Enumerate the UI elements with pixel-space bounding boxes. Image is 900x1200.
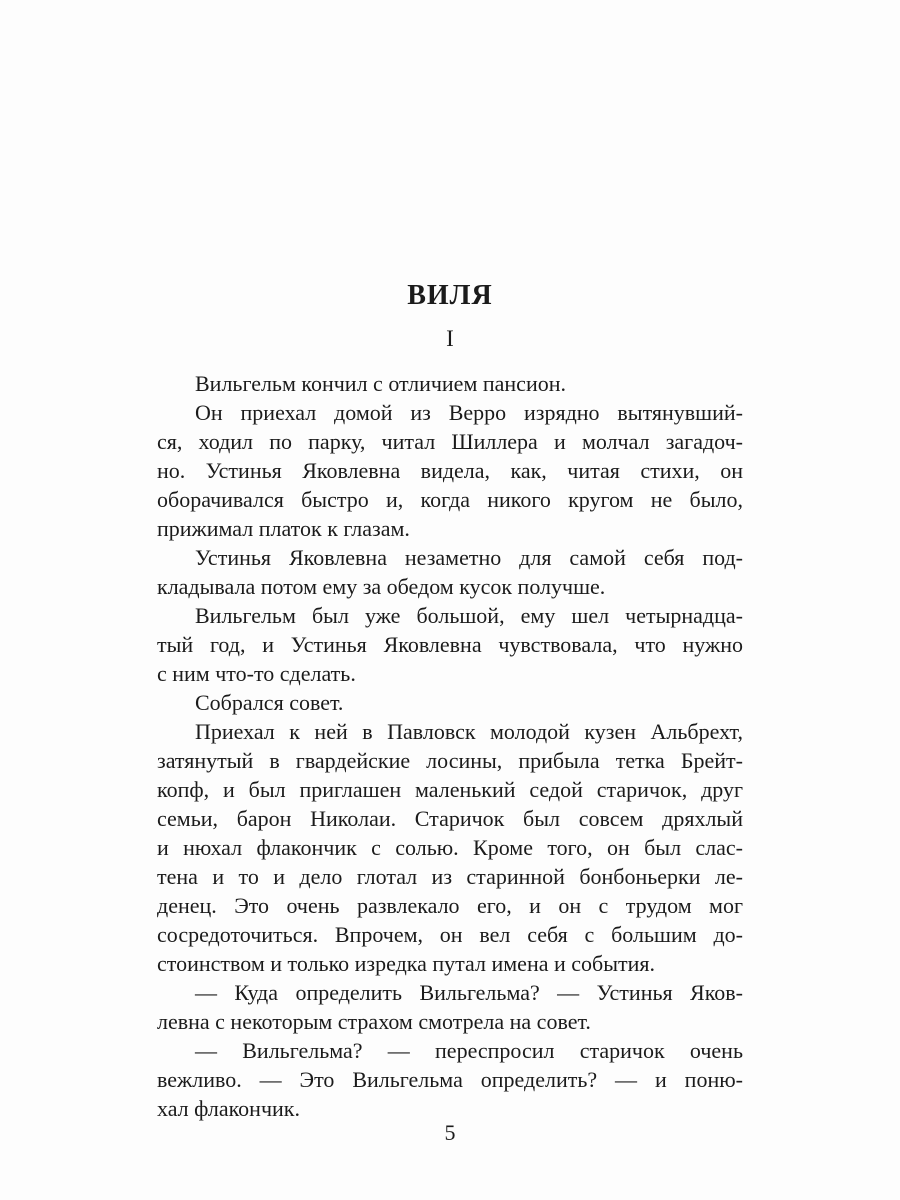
text-line: сосредоточиться. Впрочем, он вел себя с большим до- [157, 922, 743, 947]
text-line: кладывала потом ему за обедом кусок получше. [157, 574, 606, 599]
text-line: тый год, и Устинья Яковлевна чувствовала, что нужно [157, 632, 743, 657]
text-line: тена и то и дело глотал из старинной бонбоньерки ле- [157, 864, 743, 889]
text-line: и нюхал флакончик с солью. Кроме того, он был слас- [157, 835, 743, 860]
text-line: копф, и был приглашен маленький седой старичок, друг [157, 777, 743, 802]
paragraph [157, 978, 743, 1036]
text-line: левна с некоторым страхом смотрела на совет. [157, 1009, 591, 1034]
section-number: I [446, 326, 454, 351]
text-line: оборачивался быстро и, когда никого кругом не было, [157, 487, 743, 512]
text-line: с ним что-то сделать. [157, 661, 356, 686]
text-line: Собрался совет. [195, 690, 344, 715]
chapter-title: ВИЛЯ [407, 280, 493, 311]
text-line: Приехал к ней в Павловск молодой кузен Альбрехт, [195, 719, 743, 744]
text-line: — Куда определить Вильгельма? — Устинья Яков- [195, 980, 743, 1005]
text-line: вежливо. — Это Вильгельма определить? — и поню- [157, 1067, 743, 1092]
text-line: затянутый в гвардейские лосины, прибыла тетка Брейт- [157, 748, 743, 773]
text-line: Вильгельм был уже большой, ему шел четырнадца- [195, 603, 743, 628]
text-line: Он приехал домой из Верро изрядно вытянувший- [195, 400, 743, 425]
text-line: ся, ходил по парку, читал Шиллера и молчал загадоч- [157, 429, 743, 454]
text-line: Устинья Яковлевна незаметно для самой себя под- [195, 545, 743, 570]
text-line: — Вильгельма? — переспросил старичок очень [195, 1038, 743, 1063]
body-text [157, 369, 743, 1123]
text-line: но. Устинья Яковлевна видела, как, читая стихи, он [157, 458, 743, 483]
paragraph [157, 543, 743, 601]
paragraph [157, 601, 743, 688]
text-line: хал флакончик. [157, 1096, 300, 1121]
text-line: Вильгельм кончил с отличием пансион. [195, 371, 566, 396]
paragraph [157, 717, 743, 978]
text-line: прижимал платок к глазам. [157, 516, 410, 541]
paragraph [157, 688, 743, 717]
page-number: 5 [444, 1120, 456, 1145]
paragraph [157, 369, 743, 398]
text-line: денец. Это очень развлекало его, и он с трудом мог [157, 893, 743, 918]
text-line: семьи, барон Николаи. Старичок был совсем дряхлый [157, 806, 743, 831]
text-line: стоинством и только изредка путал имена и события. [157, 951, 656, 976]
paragraph [157, 398, 743, 543]
paragraph [157, 1036, 743, 1123]
